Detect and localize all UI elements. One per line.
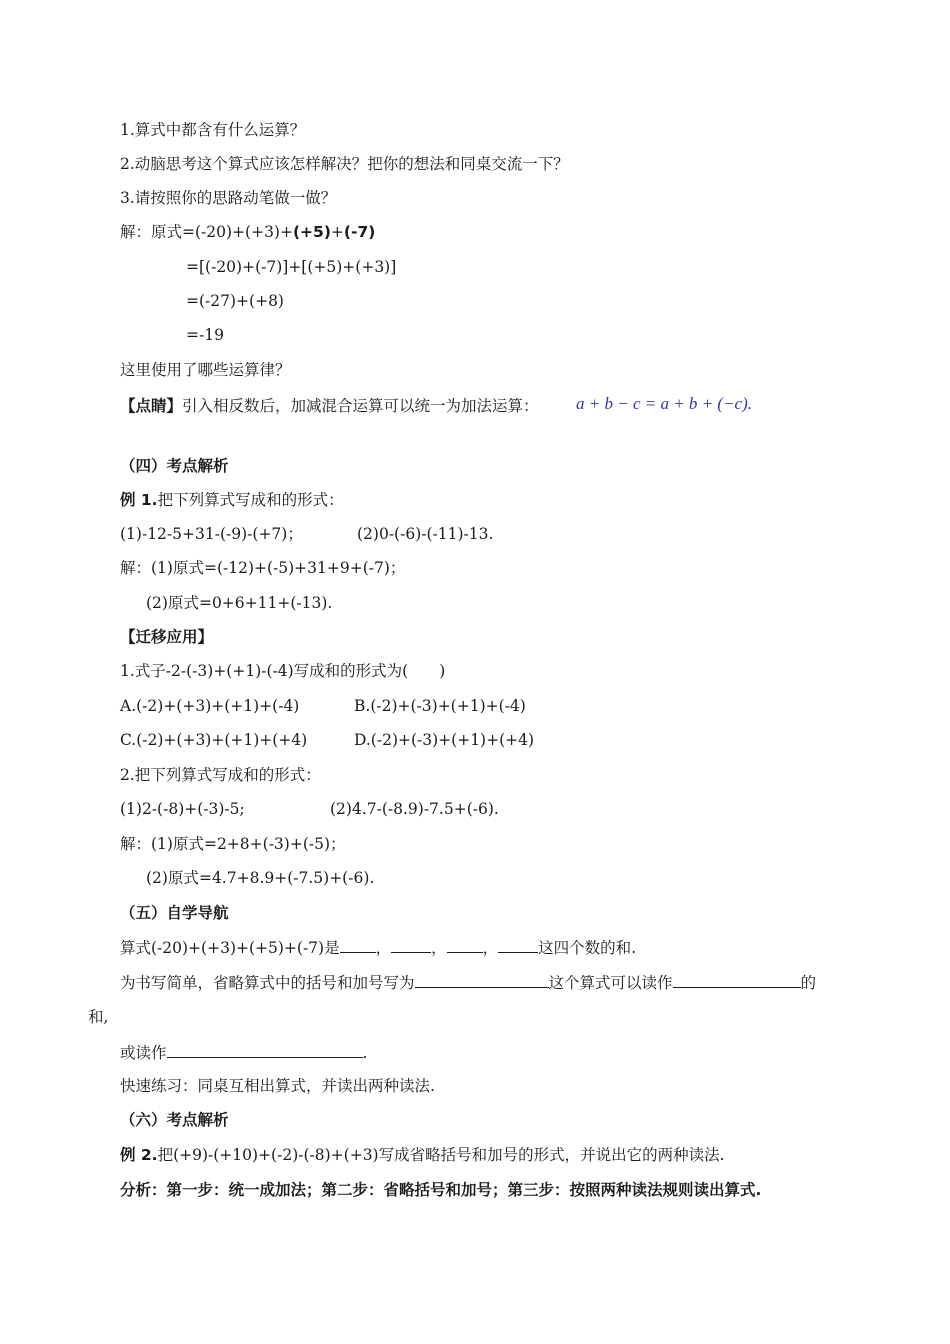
comma: ， [431, 939, 447, 957]
section-5-line-2-b: 这个算式可以读作 [548, 974, 673, 992]
comma: ， [375, 939, 392, 957]
example-1-problem-1: (1)-12-5+31-(-9)-(+7)； [120, 525, 303, 543]
example-2-label: 例 2. [120, 1146, 158, 1164]
example-1 [120, 490, 344, 510]
transfer-q2-problem-1: (1)2-(-8)+(-3)-5; [120, 800, 245, 818]
question-2: 2.动脑思考这个算式应该怎样解决？把你的想法和同桌交流一下？ [120, 155, 569, 173]
answer-blank[interactable] [498, 937, 538, 953]
section-5-line-4-prefix: 或读作 [120, 1044, 167, 1062]
example-2-text: 把(+9)-(+10)+(-2)-(-8)+(+3)写成省略括号和加号的形式，并说出它的两种读法. [157, 1146, 725, 1164]
answer-blank[interactable] [391, 937, 431, 953]
solution-line-2: =[(-20)+(-7)]+[(+5)+(+3)] [186, 258, 397, 276]
transfer-answer-1: 解：(1)原式=2+8+(-3)+(-5)； [120, 835, 346, 853]
comma: ， [482, 939, 499, 957]
transfer-question-1: 1.式子-2-(-3)+(+1)-(-4)写成和的形式为( ) [120, 662, 446, 680]
example-1-answer-1: 解：(1)原式=(-12)+(-5)+31+9+(-7)； [120, 559, 406, 577]
answer-blank[interactable] [673, 972, 801, 988]
section-5-line-1 [120, 937, 636, 958]
answer-blank[interactable] [415, 972, 549, 988]
section-5-line-4 [120, 1042, 367, 1063]
section-5-line-3: 和, [88, 1008, 109, 1026]
question-3: 3.请按照你的思路动笔做一做？ [120, 189, 337, 207]
question-1: 1.算式中都含有什么运算？ [120, 121, 306, 139]
transfer-answer-2: (2)原式=4.7+8.9+(-7.5)+(-6). [146, 869, 375, 887]
example-1-label: 例 1. [120, 491, 158, 509]
solution-line-3: =(-27)+(+8) [186, 292, 284, 310]
example-2 [120, 1145, 725, 1165]
example-1-answer-2: (2)原式=0+6+11+(-13). [146, 594, 333, 612]
section-6-heading: （六）考点解析 [120, 1111, 229, 1129]
section-5-line-1-suffix: 这四个数的和. [538, 939, 637, 957]
tip-text: 引入相反数后，加减混合运算可以统一为加法运算： [182, 397, 539, 415]
question-laws: 这里使用了哪些运算律？ [120, 361, 291, 379]
example-1-text: 把下列算式写成和的形式： [157, 491, 344, 509]
analysis: 分析：第一步：统一成加法；第二步：省略括号和加号；第三步：按照两种读法规则读出算式. [120, 1181, 762, 1199]
section-4-heading: （四）考点解析 [120, 457, 229, 475]
transfer-q2-problem-2: (2)4.7-(-8.9)-7.5+(-6). [330, 800, 499, 818]
section-5-line-1-prefix: 算式(-20)+(+3)+(+5)+(-7)是 [120, 939, 340, 957]
option-a: A.(-2)+(+3)+(+1)+(-4) [120, 697, 300, 715]
tip-line [120, 396, 539, 416]
solution-line-4: =-19 [186, 326, 224, 344]
example-1-problem-2: (2)0-(-6)-(-11)-13. [357, 525, 494, 543]
tip-formula: a + b − c = a + b + (−c). [576, 394, 752, 413]
option-c: C.(-2)+(+3)+(+1)+(+4) [120, 731, 308, 749]
answer-blank[interactable] [447, 937, 483, 953]
section-5-line-5: 快速练习：同桌互相出算式，并读出两种读法. [120, 1077, 435, 1095]
solution-term-plus5: (+5) [292, 223, 331, 241]
tip-label: 【点睛】 [120, 397, 183, 415]
option-b: B.(-2)+(-3)+(+1)+(-4) [354, 697, 526, 715]
answer-blank[interactable] [340, 937, 376, 953]
solution-plus: + [330, 223, 344, 241]
solution-line-1-prefix: 解：原式=(-20)+(+3)+ [120, 223, 293, 241]
section-5-heading: （五）自学导航 [120, 904, 229, 922]
solution-term-minus7: (-7) [343, 223, 376, 241]
transfer-heading: 【迁移应用】 [120, 628, 214, 646]
section-5-line-2-c: 的 [800, 974, 817, 992]
section-5-line-4-suffix: . [362, 1044, 368, 1062]
section-5-line-2 [120, 972, 816, 993]
option-d: D.(-2)+(-3)+(+1)+(+4) [354, 731, 535, 749]
solution-line-1 [120, 222, 375, 242]
answer-blank[interactable] [167, 1042, 363, 1058]
section-5-line-2-a: 为书写简单，省略算式中的括号和加号写为 [120, 974, 415, 992]
transfer-question-2: 2.把下列算式写成和的形式： [120, 766, 321, 784]
